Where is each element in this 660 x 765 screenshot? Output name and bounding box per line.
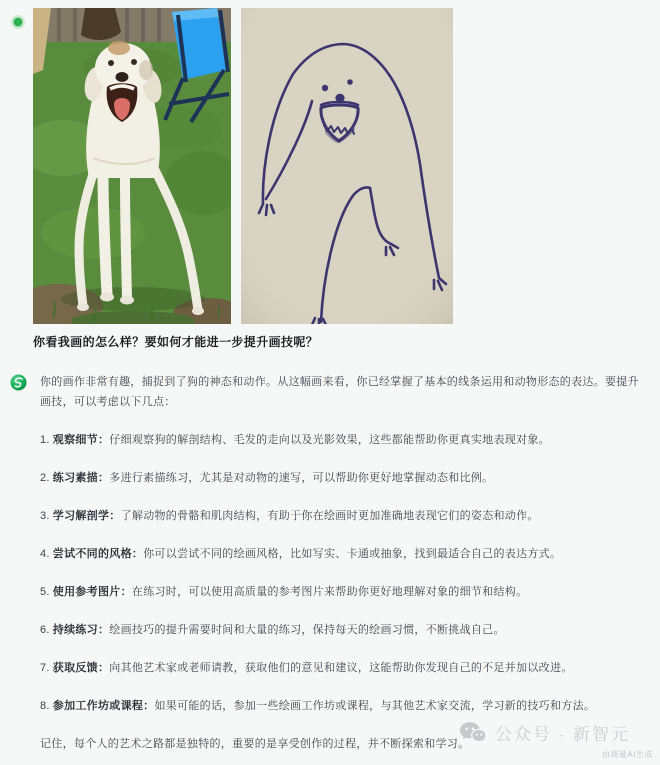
user-message [0, 0, 660, 350]
tip-number: 4. [40, 548, 50, 560]
tip-number: 3. [40, 510, 50, 522]
tip-number: 6. [40, 624, 50, 636]
tip-item-3 [40, 506, 644, 526]
tip-title: 练习素描： [52, 472, 110, 484]
wechat-icon [459, 721, 487, 745]
tip-title: 参加工作坊或课程： [52, 700, 155, 712]
dog-photo-image[interactable] [33, 8, 231, 324]
tip-item-1 [40, 430, 644, 450]
tip-title: 尝试不同的风格： [52, 548, 144, 560]
tip-text: 多进行素描练习，尤其是对动物的速写，可以帮助你更好地掌握动态和比例。 [109, 472, 494, 484]
tip-item-5 [40, 582, 644, 602]
tip-title: 持续练习： [52, 624, 110, 636]
tip-text: 在练习时，可以使用高质量的参考图片来帮助你更好地理解对象的细节和结构。 [131, 586, 528, 598]
dog-drawing-image[interactable] [241, 8, 453, 324]
tip-item-8 [40, 696, 644, 716]
tip-text: 了解动物的骨骼和肌肉结构，有助于你在绘画时更加准确地表现它们的姿态和动作。 [120, 510, 539, 522]
tip-number: 7. [40, 662, 50, 674]
assistant-avatar-green-swirl-ai-icon [10, 374, 27, 391]
answer-closing: 记住，每个人的艺术之路都是独特的，重要的是享受创作的过程，并不断探索和学习。 [40, 738, 470, 750]
assistant-answer [40, 372, 644, 754]
tip-item-6 [40, 620, 644, 640]
tip-title: 观察细节： [52, 434, 110, 446]
user-question-text: 你看我画的怎么样？要如何才能进一步提升画技呢？ [33, 335, 319, 349]
tip-number: 1. [40, 434, 50, 446]
tip-number: 5. [40, 586, 50, 598]
tip-text: 仔细观察狗的解剖结构、毛发的走向以及光影效果，这些都能帮助你更真实地表现对象。 [109, 434, 550, 446]
tip-item-7 [40, 658, 644, 678]
watermark [459, 720, 630, 745]
assistant-message [0, 350, 660, 754]
tip-item-4 [40, 544, 644, 564]
user-message-content [33, 8, 453, 350]
tip-text: 你可以尝试不同的绘画风格，比如写实、卡通或抽象，找到最适合自己的表达方式。 [143, 548, 562, 560]
tip-title: 获取反馈： [52, 662, 110, 674]
tip-title: 学习解剖学： [52, 510, 121, 522]
attached-images [33, 8, 453, 324]
tip-text: 如果可能的话，参加一些绘画工作坊或课程，与其他艺术家交流，学习新的技巧和方法。 [154, 700, 596, 712]
tip-text: 向其他艺术家或老师请教，获取他们的意见和建议，这能帮助你发现自己的不足并加以改进。 [109, 662, 573, 674]
ai-generated-note: 由商量AI生成 [601, 750, 653, 759]
tip-number: 2. [40, 472, 50, 484]
tip-text: 绘画技巧的提升需要时间和大量的练习，保持每天的绘画习惯，不断挑战自己。 [109, 624, 505, 636]
watermark-label: 公众号 · 新智元 [494, 725, 630, 744]
answer-intro: 你的画作非常有趣，捕捉到了狗的神态和动作。从这幅画来看，你已经掌握了基本的线条运用和动物形态的表达。要提升画技，可以考虑以下几点： [40, 376, 639, 408]
tip-item-2 [40, 468, 644, 488]
tip-number: 8. [40, 700, 50, 712]
user-avatar-green-dot-icon [10, 14, 26, 30]
tip-title: 使用参考图片： [52, 586, 132, 598]
